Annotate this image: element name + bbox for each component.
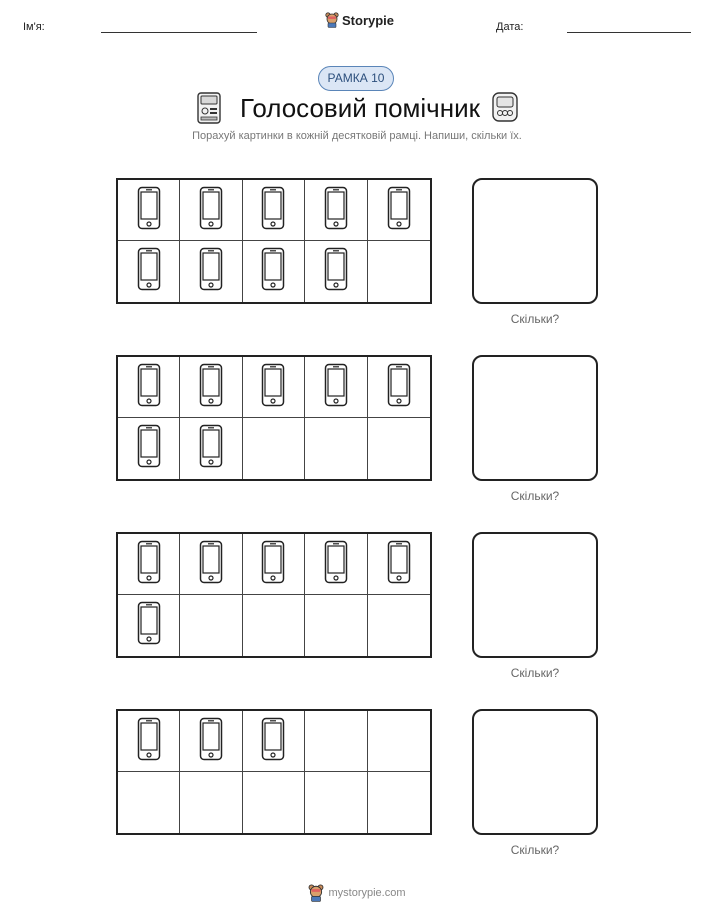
- answer-box-1[interactable]: [472, 178, 598, 304]
- brand-logo: [325, 12, 394, 28]
- frame-cell: [180, 180, 242, 241]
- page-title: Голосовий помічник: [240, 93, 480, 123]
- ten-frame-4: [116, 709, 432, 835]
- smartphone-icon: [137, 601, 161, 650]
- smartphone-icon: [137, 247, 161, 296]
- frame-cell: [180, 595, 242, 656]
- smartphone-icon: [199, 717, 223, 766]
- ten-frame-1: [116, 178, 432, 304]
- frame-cell: [118, 711, 180, 772]
- frame-cell: [305, 711, 367, 772]
- frame-cell: [180, 534, 242, 595]
- smartphone-icon: [261, 247, 285, 296]
- frame-cell: [305, 241, 367, 302]
- smartphone-icon: [324, 540, 348, 589]
- smartphone-icon: [387, 363, 411, 412]
- frame-cell: [243, 772, 305, 833]
- frame-cell: [368, 418, 430, 479]
- smartphone-icon: [199, 424, 223, 473]
- frame-cell: [180, 772, 242, 833]
- frame-cell: [243, 241, 305, 302]
- date-label: Дата:: [496, 21, 524, 33]
- frame-cell: [243, 418, 305, 479]
- answer-box-2[interactable]: [472, 355, 598, 481]
- frame-cell: [118, 418, 180, 479]
- frame-cell: [305, 534, 367, 595]
- ten-frame-3: [116, 532, 432, 658]
- frame-cell: [118, 595, 180, 656]
- frame-cell: [180, 241, 242, 302]
- frame-cell: [118, 772, 180, 833]
- smartphone-icon: [324, 363, 348, 412]
- frame-cell: [305, 772, 367, 833]
- frame-cell: [368, 595, 430, 656]
- smartphone-icon: [387, 540, 411, 589]
- voice-recorder-icon: [196, 92, 222, 124]
- ten-frame-2: [116, 355, 432, 481]
- bear-mascot-icon: [325, 12, 339, 28]
- frame-cell: [305, 418, 367, 479]
- frame-cell: [118, 180, 180, 241]
- frame-cell: [243, 711, 305, 772]
- name-label: Ім'я:: [23, 21, 45, 33]
- frame-cell: [243, 357, 305, 418]
- frame-cell: [118, 534, 180, 595]
- answer-box-4[interactable]: [472, 709, 598, 835]
- answer-label: Скільки?: [510, 312, 560, 326]
- smartphone-icon: [137, 186, 161, 235]
- frame-cell: [305, 357, 367, 418]
- frame-cell: [180, 357, 242, 418]
- footer: [0, 884, 714, 902]
- smartphone-icon: [137, 717, 161, 766]
- footer-url: mystorypie.com: [328, 887, 406, 899]
- answer-label: Скільки?: [510, 489, 560, 503]
- frame-cell: [243, 180, 305, 241]
- instructions: Порахуй картинки в кожній десятковій рамці. Напиши, скільки їх.: [192, 130, 522, 142]
- smartphone-icon: [387, 186, 411, 235]
- smartphone-icon: [199, 540, 223, 589]
- smartphone-icon: [199, 247, 223, 296]
- frame-cell: [368, 711, 430, 772]
- frame-cell: [368, 357, 430, 418]
- smartphone-icon: [137, 363, 161, 412]
- frame-badge: РАМКА 10: [318, 66, 394, 91]
- smartphone-icon: [324, 247, 348, 296]
- frame-cell: [368, 180, 430, 241]
- answer-label: Скільки?: [510, 666, 560, 680]
- smartphone-icon: [261, 363, 285, 412]
- smartphone-icon: [199, 363, 223, 412]
- smartphone-icon: [261, 540, 285, 589]
- frame-cell: [368, 534, 430, 595]
- smartphone-icon: [261, 717, 285, 766]
- date-line[interactable]: [567, 32, 691, 33]
- smartphone-icon: [137, 540, 161, 589]
- title-row: [0, 90, 714, 130]
- smartphone-icon: [137, 424, 161, 473]
- name-line[interactable]: [101, 32, 257, 33]
- frame-cell: [305, 180, 367, 241]
- bear-mascot-icon: [308, 884, 324, 902]
- frame-cell: [180, 418, 242, 479]
- frame-cell: [243, 595, 305, 656]
- frame-cell: [243, 534, 305, 595]
- frame-cell: [305, 595, 367, 656]
- frame-cell: [368, 241, 430, 302]
- frame-cell: [180, 711, 242, 772]
- smartphone-icon: [324, 186, 348, 235]
- frame-cell: [118, 357, 180, 418]
- brand-name: Storypie: [342, 12, 395, 28]
- smartphone-icon: [199, 186, 223, 235]
- smart-speaker-icon: [492, 92, 518, 122]
- smartphone-icon: [261, 186, 285, 235]
- frame-cell: [118, 241, 180, 302]
- answer-label: Скільки?: [510, 843, 560, 857]
- frame-cell: [368, 772, 430, 833]
- answer-box-3[interactable]: [472, 532, 598, 658]
